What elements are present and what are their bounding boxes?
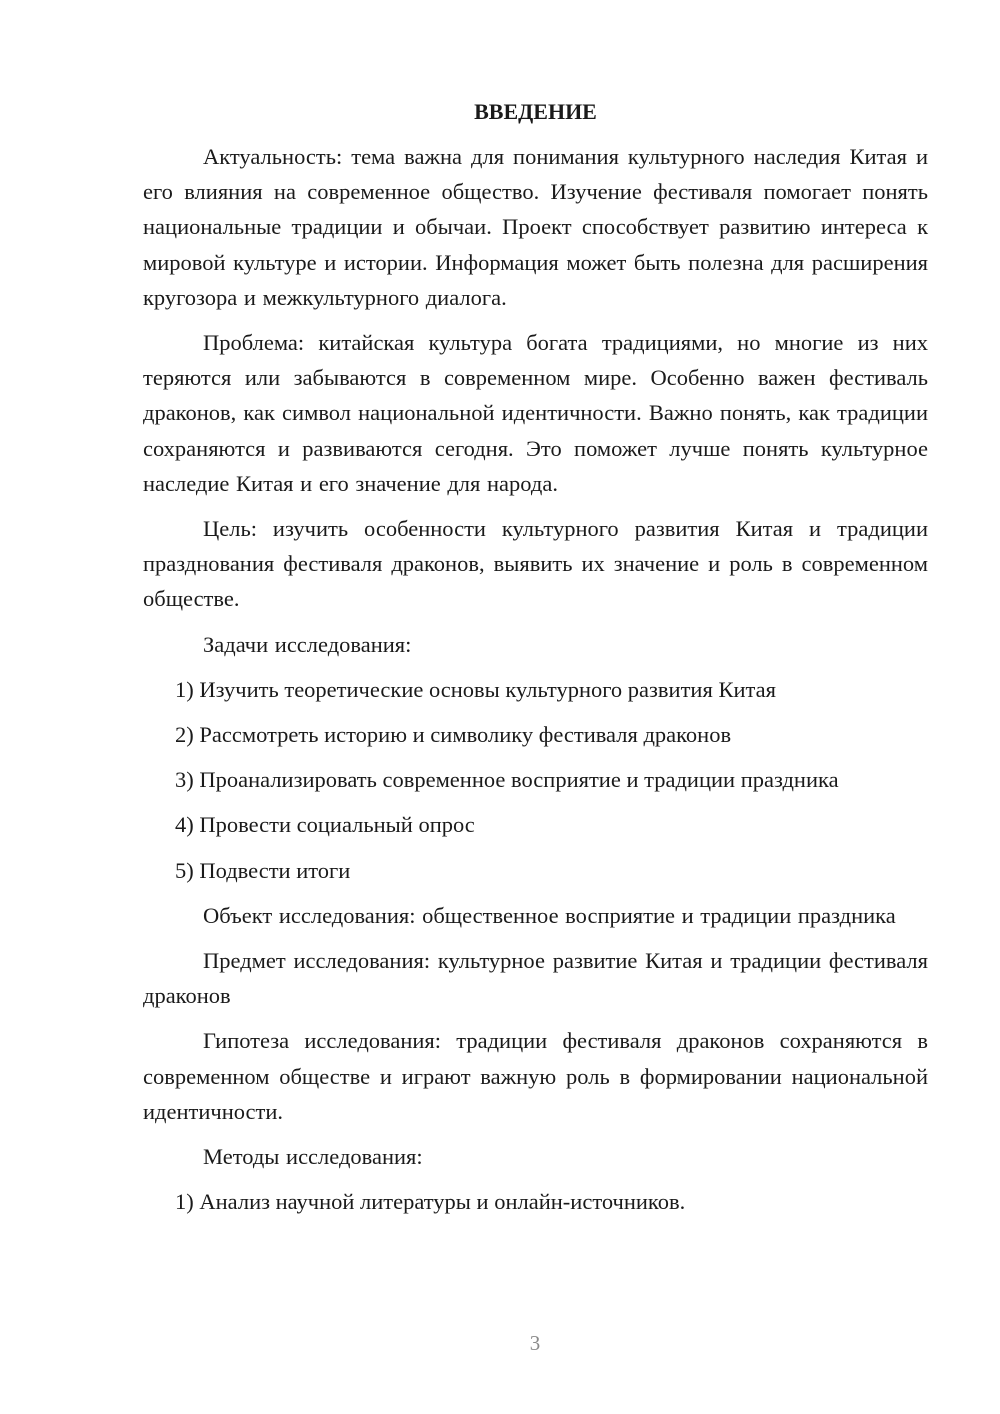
paragraph-subject: Предмет исследования: культурное развитие Китая и традиции фестиваля драконов (143, 948, 928, 1009)
paragraph-object: Объект исследования: общественное восприятие и традиции праздника (203, 902, 896, 928)
list-item: 3) Проанализировать современное восприятие и традиции праздника (175, 767, 839, 793)
paragraph-problem: Проблема: китайская культура богата традициями, но многие из них теряются или забываются в современном мире. Особенно важен фестиваль драконов, как символ национальной идентичности. Важно понять, как традиции сохраняются и развиваются сегодня. Это поможет лучше понять культурное наследие Китая и его значение для народа. (143, 330, 928, 496)
list-item: 4) Провести социальный опрос (175, 812, 475, 838)
methods-heading: Методы исследования: (203, 1144, 423, 1170)
page-content (143, 94, 928, 1229)
list-item: 5) Подвести итоги (175, 857, 351, 883)
tasks-list (143, 672, 928, 888)
page-title: ВВЕДЕНИЕ (474, 99, 597, 124)
tasks-heading: Задачи исследования: (203, 631, 412, 657)
list-item: 2) Рассмотреть историю и символику фестиваля драконов (175, 722, 732, 748)
paragraph-relevance: Актуальность: тема важна для понимания культурного наследия Китая и его влияния на современное общество. Изучение фестиваля помогает понять национальные традиции и обычаи. Проект способствует развитию интереса к мировой культуре и истории. Информация может быть полезна для расширения кругозора и межкультурного диалога. (143, 144, 928, 310)
list-item: 1) Изучить теоретические основы культурного развития Китая (175, 676, 776, 702)
list-item: 1) Анализ научной литературы и онлайн-источников. (175, 1189, 686, 1215)
methods-list (143, 1184, 928, 1219)
page-number: 3 (529, 1331, 541, 1355)
paragraph-hypothesis: Гипотеза исследования: традиции фестиваля драконов сохраняются в современном обществе и играют важную роль в формировании национальной идентичности. (143, 1028, 928, 1124)
paragraph-goal: Цель: изучить особенности культурного развития Китая и традиции празднования фестиваля драконов, выявить их значение и роль в современном обществе. (143, 516, 928, 612)
